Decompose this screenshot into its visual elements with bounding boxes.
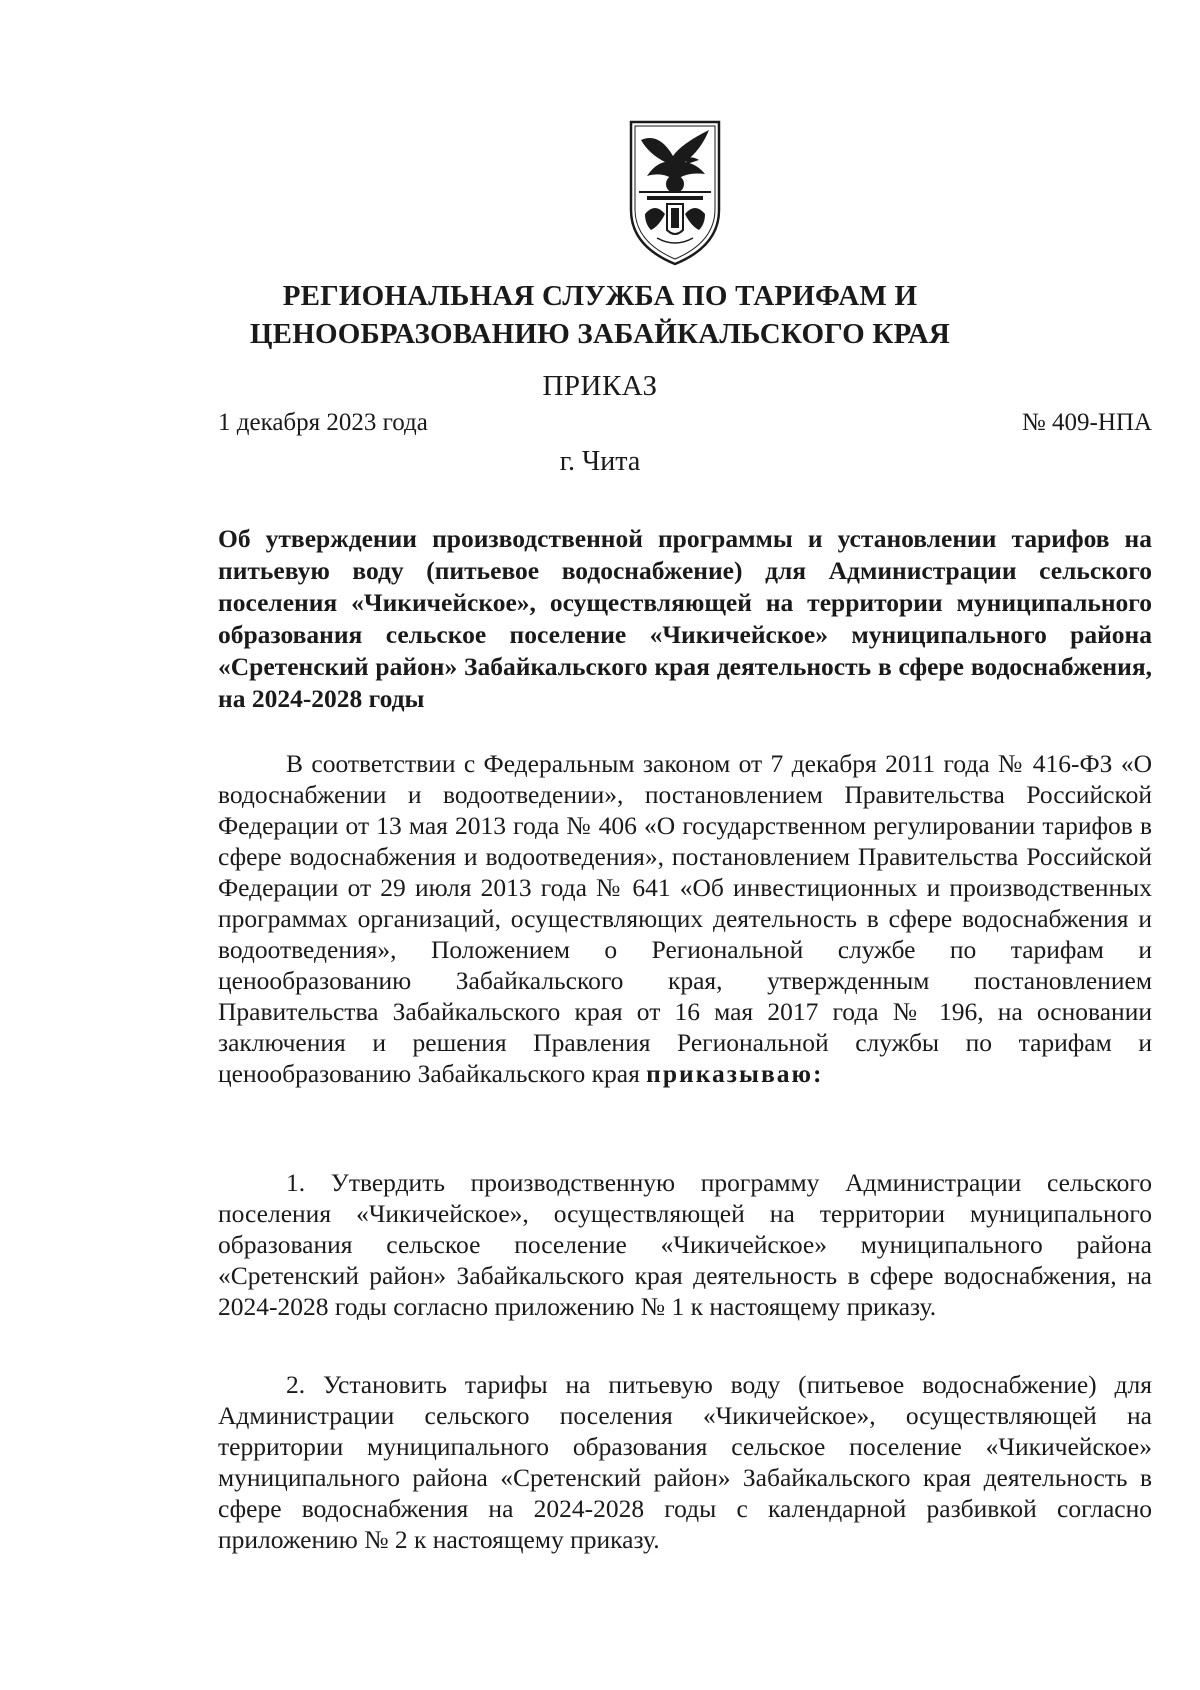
document-city: г. Чита <box>559 446 641 477</box>
document-date: 1 декабря 2023 года <box>218 409 428 436</box>
coat-of-arms-emblem <box>625 118 725 266</box>
order-word: приказываю: <box>646 1059 824 1088</box>
order-item-1: 1. Утвердить производственную программу Администрации сельского поселения «Чикичейское», осуществляющей на территории муниципального образования сельское поселение «Чикичейское» муниципального района «Сретенский район» Забайкальского края деятельность в сфере водоснабжения, на 2024-2028 годы согласно приложению № 1 к настоящему приказу. <box>218 1168 1152 1321</box>
organization-title-line1: РЕГИОНАЛЬНАЯ СЛУЖБА ПО ТАРИФАМ И <box>282 280 918 312</box>
document-type: ПРИКАЗ <box>542 370 658 402</box>
document-subject: Об утверждении производственной программы и установлении тарифов на питьевую воду (питьевое водоснабжение) для Администрации сельского поселения «Чикичейское», осуществляющей на территории муниципального образования сельское поселение «Чикичейское» муниципального района «Сретенский район» Забайкальского края деятельность в сфере водоснабжения, на 2024-2028 годы <box>218 524 1152 713</box>
preamble-text: В соответствии с Федеральным законом от 7 декабря 2011 года № 416-ФЗ «О водоснабжении и водоотведении», постановлением Правительства Российской Федерации от 13 мая 2013 года № 406 «О государственном регулировании тарифов в сфере водоснабжения и водоотведения», постановлением Правительства Российской Федерации от 29 июля 2013 года № 641 «Об инвестиционных и производственных программах организаций, осуществляющих деятельность в сфере водоснабжения и водоотведения», Положением о Региональной службе по тарифам и ценообразованию Забайкальского края, утвержденным постановлением Правительства Забайкальского края от 16 мая 2017 года № 196, на основании заключения и решения Правления Региональной службы по тарифам и ценообразованию Забайкальского края <box>218 749 1152 1088</box>
organization-title-line2: ЦЕНООБРАЗОВАНИЮ ЗАБАЙКАЛЬСКОГО КРАЯ <box>249 318 951 350</box>
document-number: № 409-НПА <box>1021 409 1152 436</box>
preamble-paragraph <box>218 748 1152 1089</box>
order-item-2: 2. Установить тарифы на питьевую воду (питьевое водоснабжение) для Администрации сельского поселения «Чикичейское», осуществляющей на территории муниципального образования сельское поселение «Чикичейское» муниципального района «Сретенский район» Забайкальского края деятельность в сфере водоснабжения на 2024-2028 годы с календарной разбивкой согласно приложению № 2 к настоящему приказу. <box>218 1370 1152 1554</box>
